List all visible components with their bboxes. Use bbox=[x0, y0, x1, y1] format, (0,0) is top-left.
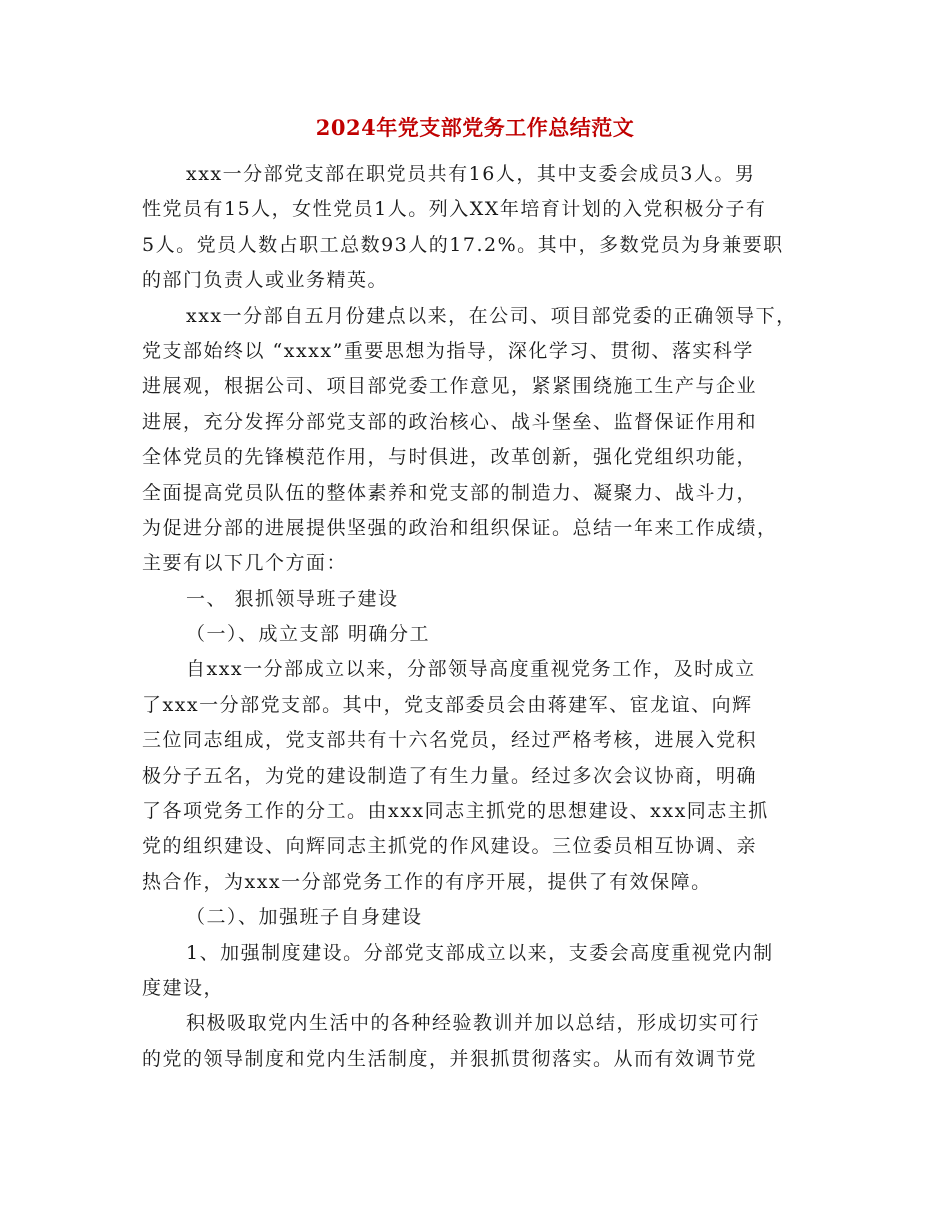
body-line: 积极吸取党内生活中的各种经验教训并加以总结，形成切实可行 bbox=[186, 1012, 761, 1035]
section-heading: 一、 狠抓领导班子建设 bbox=[186, 587, 399, 610]
body-line: 1、加强制度建设。分部党支部成立以来，支委会高度重视党内制 bbox=[186, 941, 774, 964]
body-line: 的部门负责人或业务精英。 bbox=[142, 269, 389, 292]
document-title: 2024年党支部党务工作总结范文 bbox=[315, 115, 635, 140]
body-line: 党的组织建设、向辉同志主抓党的作风建设。三位委员相互协调、亲 bbox=[142, 835, 758, 858]
subsection-heading: （二）、加强班子自身建设 bbox=[186, 906, 423, 929]
body-line: 了各项党务工作的分工。由xxx同志主抓党的思想建设、xxx同志主抓 bbox=[142, 800, 769, 823]
body-line: 性党员有15人，女性党员1人。列入XX年培育计划的入党积极分子有 bbox=[142, 198, 767, 221]
body-line: 进展观，根据公司、项目部党委工作意见，紧紧围绕施工生产与企业 bbox=[142, 375, 758, 398]
body-line: 全面提高党员队伍的整体素养和党支部的制造力、凝聚力、战斗力， bbox=[142, 481, 758, 504]
body-line: 为促进分部的进展提供坚强的政治和组织保证。总结一年来工作成绩， bbox=[142, 516, 778, 539]
body-line: 了xxx一分部党支部。其中，党支部委员会由蒋建军、宦龙谊、向辉 bbox=[142, 693, 753, 716]
subsection-heading: （一）、成立支部 明确分工 bbox=[186, 623, 431, 646]
body-line: 5人。党员人数占职工总数93人的17.2%。其中，多数党员为身兼要职 bbox=[142, 233, 784, 256]
body-line: 进展，充分发挥分部党支部的政治核心、战斗堡垒、监督保证作用和 bbox=[142, 410, 758, 433]
body-line: xxx一分部党支部在职党员共有16人，其中支委会成员3人。男 bbox=[186, 163, 756, 185]
body-line: 三位同志组成，党支部共有十六名党员，经过严格考核，进展入党积 bbox=[142, 729, 758, 752]
body-line: 主要有以下几个方面： bbox=[142, 552, 348, 575]
document-body bbox=[142, 157, 822, 1077]
body-line: 全体党员的先锋模范作用，与时俱进，改革创新，强化党组织功能， bbox=[142, 446, 758, 469]
body-line: 党支部始终以 “xxxx”重要思想为指导，深化学习、贯彻、落实科学 bbox=[142, 339, 754, 362]
body-line: 的党的领导制度和党内生活制度，并狠抓贯彻落实。从而有效调节党 bbox=[142, 1047, 758, 1070]
body-line: 度建设， bbox=[142, 976, 225, 999]
body-line: 极分子五名，为党的建设制造了有生力量。经过多次会议协商，明确 bbox=[142, 764, 758, 787]
body-line: xxx一分部自五月份建点以来，在公司、项目部党委的正确领导下， bbox=[186, 304, 797, 327]
body-line: 自xxx一分部成立以来，分部领导高度重视党务工作，及时成立 bbox=[186, 658, 756, 681]
body-line: 热合作，为xxx一分部党务工作的有序开展，提供了有效保障。 bbox=[142, 870, 712, 893]
